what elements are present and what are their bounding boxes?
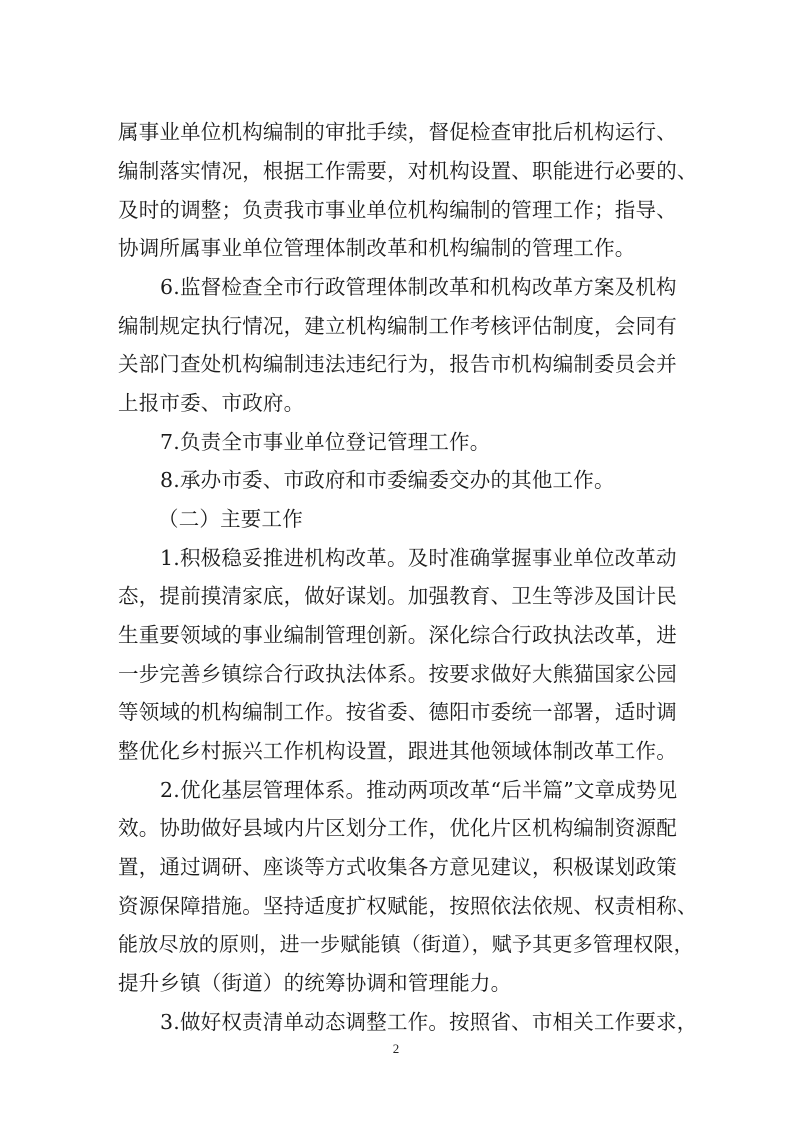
text-line: 编制落实情况，根据工作需要，对机构设置、职能进行必要的、	[118, 159, 698, 183]
text-line: 及时的调整；负责我市事业单位机构编制的管理工作；指导、	[118, 198, 677, 222]
text-line: 属事业单位机构编制的审批手续，督促检查审批后机构运行、	[118, 120, 677, 144]
text-line: 整优化乡村振兴工作机构设置，跟进其他领域体制改革工作。	[118, 739, 677, 763]
text-line: 提升乡镇（街道）的统筹协调和管理能力。	[118, 971, 512, 995]
paragraph-3-line: 3.做好权责清单动态调整工作。按照省、市相关工作要求，	[160, 1010, 698, 1034]
text-line: 态，提前摸清家底，做好谋划。加强教育、卫生等涉及国计民	[118, 584, 677, 608]
text-line: 编制规定执行情况，建立机构编制工作考核评估制度，会同有	[118, 314, 677, 338]
text-line: 协调所属事业单位管理体制改革和机构编制的管理工作。	[118, 236, 636, 260]
text-line: 效。协助做好县域内片区划分工作，优化片区机构编制资源配	[118, 816, 677, 840]
paragraph-8-line: 8.承办市委、市政府和市委编委交办的其他工作。	[160, 468, 615, 492]
paragraph-7-line: 7.负责全市事业单位登记管理工作。	[160, 430, 491, 454]
paragraph-2-line: 2.优化基层管理体系。推动两项改革“后半篇”文章成势见	[160, 778, 678, 802]
page-number: 2	[392, 1041, 400, 1056]
text-line: 资源保障措施。坚持适度扩权赋能，按照依法依规、权责相称、	[118, 894, 698, 918]
text-line: 关部门查处机构编制违法违纪行为，报告市机构编制委员会并	[118, 352, 677, 376]
paragraph-6-line: 6.监督检查全市行政管理体制改革和机构改革方案及机构	[160, 275, 677, 299]
text-line: 一步完善乡镇综合行政执法体系。按要求做好大熊猫国家公园	[118, 662, 677, 686]
section-heading: （二）主要工作	[158, 507, 303, 531]
text-line: 生重要领域的事业编制管理创新。深化综合行政执法改革，进	[118, 623, 677, 647]
text-line: 等领域的机构编制工作。按省委、德阳市委统一部署，适时调	[118, 700, 677, 724]
text-line: 能放尽放的原则，进一步赋能镇（街道），赋予其更多管理权限，	[118, 932, 694, 956]
paragraph-1-line: 1.积极稳妥推进机构改革。及时准确掌握事业单位改革动	[160, 546, 677, 570]
text-line: 置，通过调研、座谈等方式收集各方意见建议，积极谋划政策	[118, 855, 677, 879]
text-line: 上报市委、市政府。	[118, 391, 305, 415]
